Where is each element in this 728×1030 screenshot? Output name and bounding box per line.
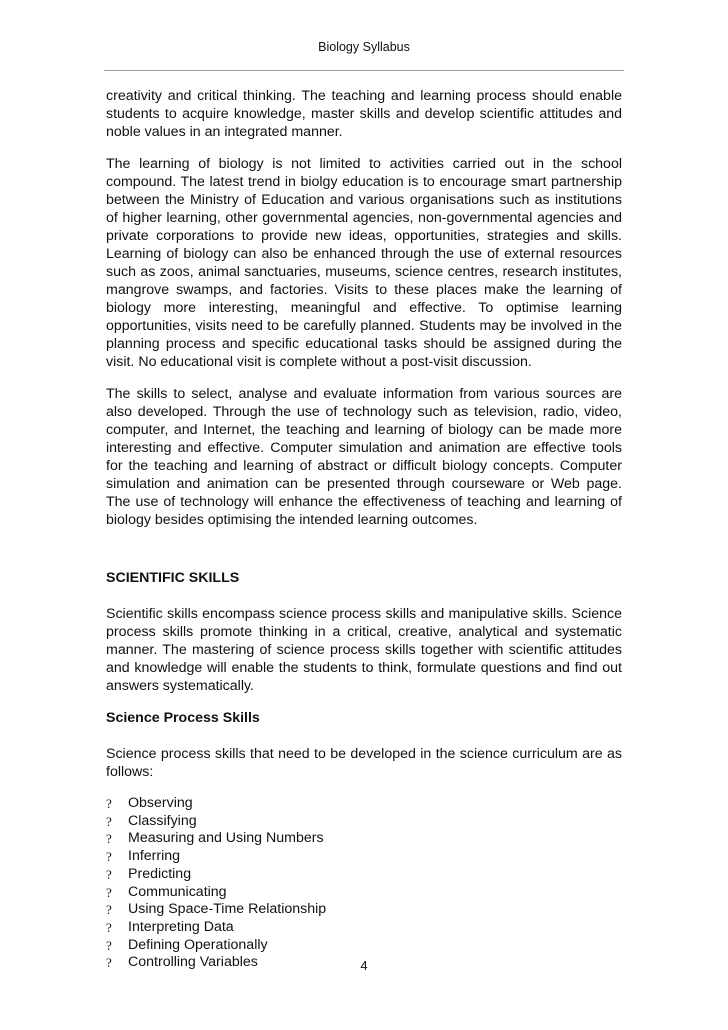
list-item-label: Predicting [128, 865, 192, 882]
page-number: 4 [360, 958, 368, 973]
list-item [106, 813, 622, 831]
paragraph-intro-2: The learning of biology is not limited to activities carried out in the school compound. The latest trend in biolgy education is to encourage smart partnership between the Ministry of Education and various organisations such as institutions of higher learning, other governmental agencies, non-governmental agencies and private corporations to provide new ideas, opportunities, strategies and skills. Learning of biology can also be enhanced through the use of external resources such as zoos, animal sanctuaries, museums, science centres, research institutes, mangrove swamps, and factories. Visits to these places make the learning of biology more interesting, meaningful and effective. To optimise learning opportunities, visits need to be carefully planned. Students may be involved in the planning process and specific educational tasks should be assigned during the visit. No educational visit is complete without a post-visit discussion. [106, 156, 622, 370]
skills-list [106, 795, 622, 972]
list-item-label: Measuring and Using Numbers [128, 830, 324, 847]
list-item-label: Controlling Variables [128, 954, 258, 971]
bullet-icon: ? [106, 849, 112, 865]
bullet-icon: ? [106, 866, 112, 882]
list-item [106, 901, 622, 919]
list-item [106, 919, 622, 937]
bullet-icon: ? [106, 955, 112, 971]
list-item [106, 795, 622, 813]
list-item [106, 937, 622, 955]
paragraph-science-process-skills: Science process skills that need to be developed in the science curriculum are as follows: [106, 746, 622, 780]
list-item-label: Using Space-Time Relationship [128, 901, 327, 918]
paragraph-scientific-skills: Scientific skills encompass science process skills and manipulative skills. Science process skills promote thinking in a critical, creative, analytical and systematic manner. The mastering of science process skills together with scientific attitudes and knowledge will enable the students to think, formulate questions and find out answers systematically. [106, 606, 622, 694]
list-item [106, 848, 622, 866]
bullet-icon: ? [106, 813, 112, 829]
list-item-label: Defining Operationally [128, 936, 268, 953]
header-divider [104, 70, 624, 71]
list-item-label: Classifying [128, 812, 197, 829]
section-heading-scientific-skills: SCIENTIFIC SKILLS [106, 570, 240, 586]
list-item [106, 830, 622, 848]
list-item-label: Observing [128, 795, 193, 811]
bullet-icon: ? [106, 902, 112, 918]
bullet-icon: ? [106, 796, 112, 811]
running-header: Biology Syllabus [318, 40, 410, 54]
bullet-icon: ? [106, 831, 112, 847]
subsection-heading-science-process-skills: Science Process Skills [106, 710, 260, 726]
list-item-label: Communicating [128, 883, 227, 900]
list-item [106, 884, 622, 902]
list-item-label: Interpreting Data [128, 918, 234, 935]
document-body [106, 87, 622, 972]
bullet-icon: ? [106, 884, 112, 900]
bullet-icon: ? [106, 919, 112, 935]
list-item [106, 866, 622, 884]
paragraph-intro-1: creativity and critical thinking. The teaching and learning process should enable students to acquire knowledge, master skills and develop scientific attitudes and noble values in an integrated manner. [106, 88, 622, 140]
bullet-icon: ? [106, 937, 112, 953]
list-item-label: Inferring [128, 848, 181, 865]
paragraph-intro-3: The skills to select, analyse and evaluate information from various sources are also developed. Through the use of technology such as television, radio, video, computer, and Internet, the teaching and learning of biology can be made more interesting and effective. Computer simulation and animation are effective tools for the teaching and learning of abstract or difficult biology concepts. Computer simulation and animation can be presented through courseware or Web page. The use of technology will enhance the effectiveness of teaching and learning of biology besides optimising the intended learning outcomes. [106, 386, 622, 528]
